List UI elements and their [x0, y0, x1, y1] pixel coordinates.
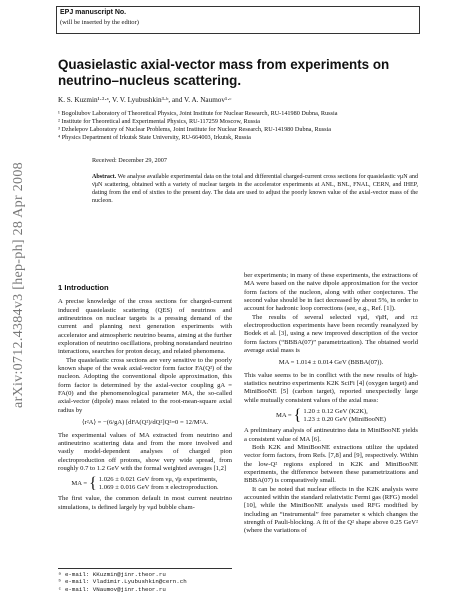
footnote: ᶜ e-mail: VNaumov@jinr.theor.ru — [58, 585, 166, 593]
paragraph: The results of several selected νμd, ν̄μH, and π± electroproduction experiments have been recently reanalyzed by Bodek et al. [3], using a new improved description of the vector form factors (“BBBA(07)” parametrization). The obtained world average axial mass is — [244, 313, 418, 355]
paragraph: The quasielastic cross sections are very sensitive to the poorly known shape of the weak axial-vector form factor FA(Q²) of the nucleon. Adopting the conventional dipole approximation, this form factor is determined by the axial-vector coupling gA = FA(0) and the phenomenological parameter MA, the so-called axial-vector (dipole) mass related to the root-mean-square axial radius by — [58, 356, 232, 414]
equation: MA = 1.014 ± 0.014 GeV (BBBA(07)). — [278, 359, 384, 367]
arxiv-identifier: arXiv:0712.4384v3 [hep-ph] 28 Apr 2008 — [11, 162, 26, 408]
equation — [58, 476, 232, 492]
paper-title: Quasielastic axial-vector mass from experiments on neutrino–nucleus scattering. — [58, 57, 390, 88]
paragraph: This value seems to be in conflict with the new results of high-statistics neutrino experiments K2K SciFi [4] (oxygen target) and MiniBooNE [5] (carbon target), reported unexpectedly large while mutually consistent values of the axial mass: — [244, 371, 418, 404]
abstract — [92, 174, 418, 206]
equation-row: 1.069 ± 0.016 GeV from π electroproduction. — [98, 484, 219, 492]
section-heading: 1 Introduction — [58, 283, 109, 292]
brace-symbol: { — [89, 475, 97, 493]
footnote: ᵃ e-mail: KKuzmin@jinr.theor.ru — [58, 571, 166, 578]
affiliation-item: ² Institute for Theoretical and Experimental Physics, RU-117259 Moscow, Russia — [58, 118, 260, 125]
equation-rows — [99, 476, 219, 492]
abstract-label: Abstract. — [92, 174, 117, 180]
equation-row: 1.026 ± 0.021 GeV from νμ, ν̄μ experiments, — [98, 476, 218, 484]
manuscript-note: (will be inserted by the editor) — [60, 19, 139, 26]
paragraph: The experimental values of MA extracted from neutrino and antineutrino scattering data and from the more involved and vastly model-dependent analyses of charged pion electroproduction off protons, show very wide spread, from roughly 0.7 to 1.2 GeV with the formal weighted averages [1,2] — [58, 431, 232, 472]
arxiv-stamp — [8, 140, 30, 430]
equation-row: 1.23 ± 0.20 GeV (MiniBooNE) — [303, 416, 386, 424]
affiliation-list — [58, 110, 337, 142]
affiliation-item: ³ Dzhelepov Laboratory of Nuclear Problems, Joint Institute for Nuclear Research, RU-141980 Dubna, Russia — [58, 126, 332, 133]
paragraph: A precise knowledge of the cross sections for charged-current induced quasielastic scattering (QES) of neutrinos and antineutrinos on nuclear targets is a pressing demand of the current and planning next generation experiments with accelerator and atmospheric neutrino beams, aiming at the further exploration of neutrino oscillations, probing nonstandard neutrino interactions, searches for proton decay, and related phenomena. — [58, 298, 232, 356]
equation — [244, 408, 418, 424]
left-column — [58, 284, 232, 512]
equation-label: MA = — [71, 480, 88, 488]
paragraph: A preliminary analysis of antineutrino data in MiniBooNE yields a consistent value of MA [6]. — [244, 427, 418, 443]
right-column — [244, 272, 418, 536]
equation-row: 1.20 ± 0.12 GeV (K2K), — [303, 408, 368, 416]
manuscript-box — [56, 6, 420, 34]
affiliation-item: ¹ Bogoliubov Laboratory of Theoretical Physics, Joint Institute for Nuclear Research, RU-141980 Dubna, Russia — [58, 110, 338, 117]
received-date: Received: December 29, 2007 — [92, 157, 167, 164]
equation-rows — [303, 408, 386, 424]
author-list: K. S. Kuzmin¹·²·ᵃ, V. V. Lyubushkin³·ᵇ, and V. A. Naumov¹·ᶜ — [58, 96, 232, 104]
manuscript-title: EPJ manuscript No. — [60, 9, 127, 16]
affiliation-item: ⁴ Physics Department of Irkutsk State University, RU-664003, Irkutsk, Russia — [58, 134, 251, 141]
abstract-text: We analyse available experimental data on the total and differential charged-current cross sections for quasielastic νμN and ν̄μN scattering, obtained with a variety of nuclear targets in the accelerator experiments at ANL, BNL, FNAL, CERN, and IHEP, dating from the end of sixties to the present day. The data are used to adjust the poorly known value of the axial-vector mass of the nucleon. — [92, 174, 418, 204]
footnote: ᵇ e-mail: Vladimir.Lyubushkin@cern.ch — [58, 578, 187, 586]
footnotes — [58, 568, 232, 593]
paragraph: Both K2K and MiniBooNE extractions utilize the updated vector form factors, from Refs. [7,8] and [9], respectively. Within the low-Q² regions explored in K2K and MiniBooNE experiments, the difference between these parametrizations and BBBA(07) is comparatively small. — [244, 443, 418, 485]
paragraph: ber experiments; in many of these experiments, the extractions of MA were based on the naive dipole approximation for the vector form factors of the nucleon, along with other conjectures. The second value should be in fact decreased by about 5%, in order to account for hadronic loop corrections (see, e.g., Ref. [1]). — [244, 272, 418, 313]
equation: ⟨r²A⟩ = −(6/gA) [dFA(Q²)/dQ²]Q²=0 = 12/M²A. — [81, 419, 209, 427]
equation-label: MA = — [276, 411, 292, 419]
brace-symbol: { — [293, 407, 302, 425]
paragraph: It can be noted that nuclear effects in the K2K analysis were accounted within the standard relativistic Fermi gas (RFG) model [10], while the MiniBooNE analysis used RFG modified by including an “instrumental” free parameter κ which changes the strength of Pauli-blocking. A fit of the Q² shape above 0.25 GeV² (where the variations of — [244, 485, 418, 535]
paragraph: The first value, the common default in most current neutrino simulations, is defined largely by νμd bubble cham- — [58, 495, 232, 511]
